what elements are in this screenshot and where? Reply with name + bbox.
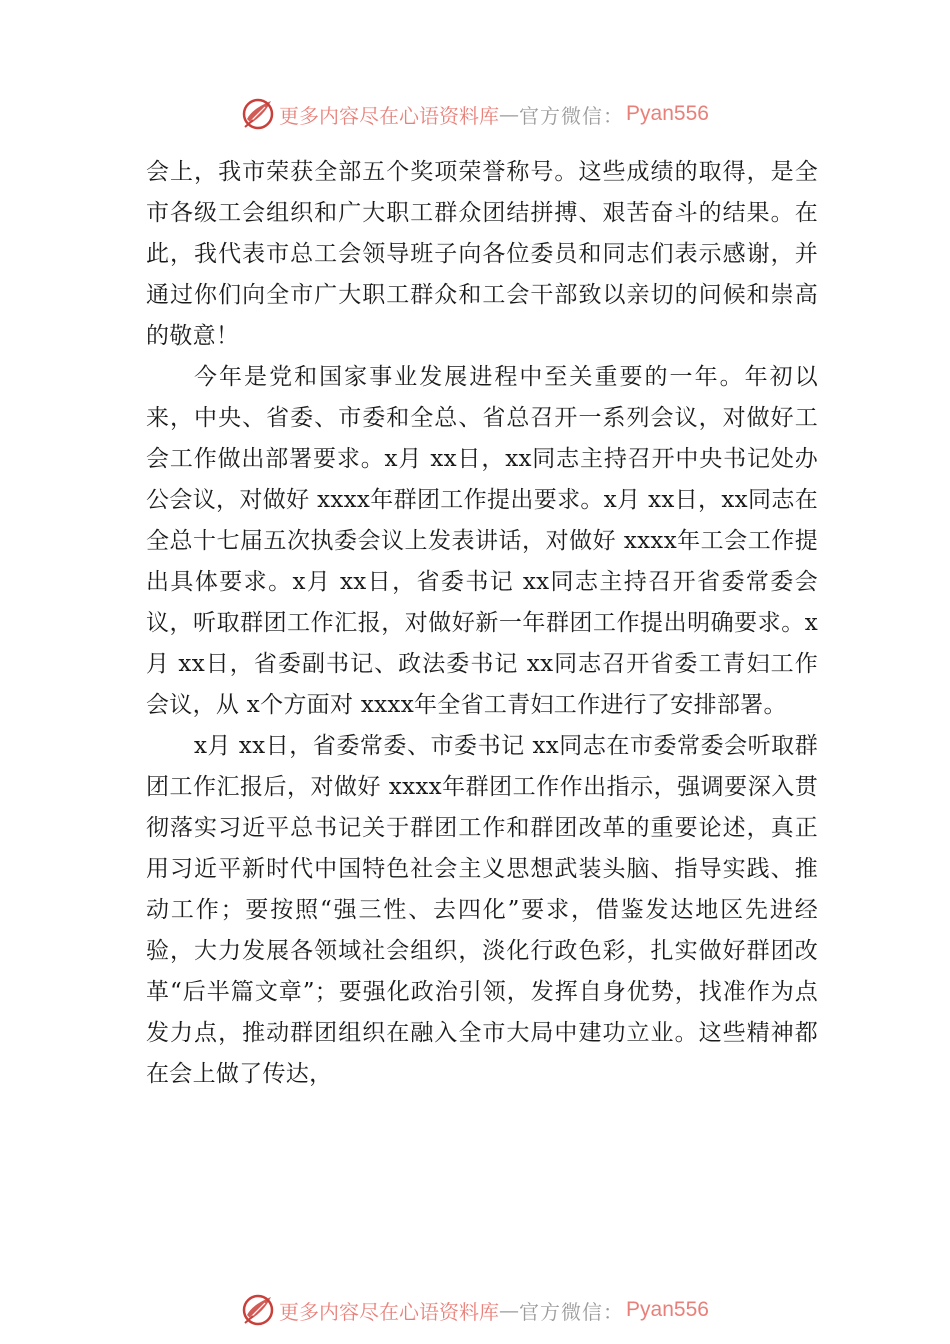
page-footer-banner [0,1290,950,1330]
header-wechat-id: Pyan556 [626,102,709,125]
footer-slogan: 更多内容尽在心语资料库 [279,1299,500,1324]
footer-separator: — [499,1298,520,1322]
footer-wechat-id: Pyan556 [626,1298,709,1321]
quill-pen-logo-icon [241,97,275,131]
paragraph-2: 今年是党和国家事业发展进程中至关重要的一年。年初以来，中央、省委、市委和全总、省总召开一系列会议，对做好工会工作做出部署要求。x月 xx日，xx同志主持召开中央书记处办公会议，对做好 xxxx年群团工作提出要求。x月 xx日，xx同志在全总十七届五次执委会议上发表讲话，对做好 xxxx年工会工作提出具体要求。x月 xx日，省委书记 xx同志主持召开省委常委会议，听取群团工作汇报，对做好新一年群团工作提出明确要求。x月 xx日，省委副书记、政法委书记 xx同志召开省委工青妇工作会议，从 x个方面对 xxxx年全省工青妇工作进行了安排部署。 [146,364,818,718]
paragraph-1: 会上，我市荣获全部五个奖项荣誉称号。这些成绩的取得，是全市各级工会组织和广大职工群众团结拼搏、艰苦奋斗的结果。在此，我代表市总工会领导班子向各位委员和同志们表示感谢，并通过你们向全市广大职工群众和工会干部致以亲切的问候和崇高的敬意！ [146,159,818,349]
footer-wechat-label: 官方微信： [519,1299,625,1324]
document-body [146,152,818,1095]
paragraph-3: x月 xx日，省委常委、市委书记 xx同志在市委常委会听取群团工作汇报后，对做好 xxxx年群团工作作出指示，强调要深入贯彻落实习近平总书记关于群团工作和群团改革的重要论述，真正用习近平新时代中国特色社会主义思想武装头脑、指导实践、推动工作；要按照“强三性、去四化”要求，借鉴发达地区先进经验，大力发展各领域社会组织，淡化行政色彩，扎实做好群团改革“后半篇文章”；要强化政治引领，发挥自身优势，找准作为点发力点，推动群团组织在融入全市大局中建功立业。这些精神都在会上做了传达， [146,733,818,1087]
quill-pen-logo-icon [241,1293,275,1327]
header-slogan: 更多内容尽在心语资料库 [279,103,500,128]
header-wechat-label: 官方微信： [519,103,625,128]
page-header-banner [0,94,950,134]
header-separator: — [499,102,520,126]
